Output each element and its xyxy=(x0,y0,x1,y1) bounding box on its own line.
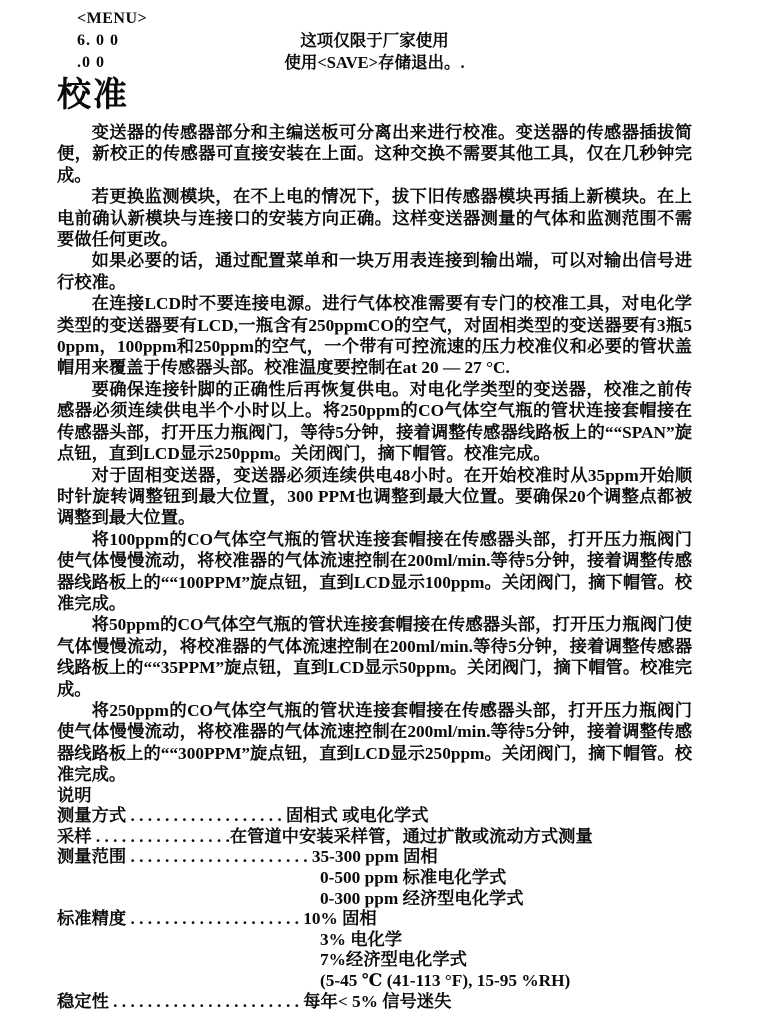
paragraph-3: 如果必要的话，通过配置菜单和一块万用表连接到输出端，可以对输出信号进行校准。 xyxy=(57,251,692,292)
paragraph-8: 将50ppm的CO气体空气瓶的管状连接套帽接在传感器头部，打开压力瓶阀门使气体慢慢流动，将校准器的气体流速控制在200ml/min.等待5分钟，接着调整传感器线路板上的““35PPM”旋点钮，直到LCD显示50ppm。关闭阀门，摘下帽管。校准完成。 xyxy=(57,615,692,699)
menu-value-1: 6. 0 0 xyxy=(77,32,119,49)
spec-line-range-economic: 0-300 ppm 经济型电化学式 xyxy=(320,888,524,908)
spec-line-temp-humidity: (5-45 ℃ (41-113 °F), 15-95 %RH) xyxy=(320,970,571,990)
spec-line-accuracy-electro: 3% 电化学 xyxy=(320,929,403,949)
save-exit-note: 使用<SAVE>存储退出。. xyxy=(284,53,465,72)
menu-row-2 xyxy=(57,52,692,74)
spec-line-sampling: 采样 . . . . . . . . . . . . . . . .在管道中安装采样管，通过扩散或流动方式测量 xyxy=(57,826,593,846)
paragraph-9: 将250ppm的CO气体空气瓶的管状连接套帽接在传感器头部，打开压力瓶阀门使气体慢慢流动，将校准器的气体流速控制在200ml/min.等待5分钟，接着调整传感器线路板上的““300PPM”旋点钮，直到LCD显示250ppm。关闭阀门，摘下帽管。校准完成。 xyxy=(57,700,692,785)
spec-heading: 说明 xyxy=(57,785,92,805)
paragraph-4: 在连接LCD时不要连接电源。进行气体校准需要有专门的校准工具，对电化学类型的变送器要有LCD,一瓶含有250ppmCO的空气，对固相类型的变送器要有3瓶50ppm，100ppm和250ppm的空气，一个带有可控流速的压力校准仪和必要的管状盖帽用来覆盖于传感器头部。校准温度要控制在at 20 — 27 °C. xyxy=(57,294,692,378)
paragraph-7: 将100ppm的CO气体空气瓶的管状连接套帽接在传感器头部，打开压力瓶阀门使气体慢慢流动，将校准器的气体流速控制在200ml/min.等待5分钟，接着调整传感器线路板上的““100PPM”旋点钮，直到LCD显示100ppm。关闭阀门，摘下帽管。校准完成。 xyxy=(57,529,692,613)
spec-line-measure-method: 测量方式 . . . . . . . . . . . . . . . . . . 固相式 或电化学式 xyxy=(57,806,429,826)
spec-line-measure-range: 测量范围 . . . . . . . . . . . . . . . . . . . . . 35-300 ppm 固相 xyxy=(57,847,438,867)
paragraph-2: 若更换监测模块，在不上电的情况下，拔下旧传感器模块再插上新模块。在上电前确认新模块与连接口的安装方向正确。这样变送器测量的气体和监测范围不需要做任何更改。 xyxy=(57,187,692,250)
menu-value-2: .0 0 xyxy=(77,54,105,71)
menu-row-1 xyxy=(57,30,692,52)
factory-only-note: 这项仅限于厂家使用 xyxy=(300,31,449,50)
paragraph-1: 变送器的传感器部分和主编送板可分离出来进行校准。变送器的传感器插拔简便，新校正的传感器可直接安装在上面。这种交换不需要其他工具，仅在几秒钟完成。 xyxy=(57,123,692,185)
spec-line-stability: 稳定性 . . . . . . . . . . . . . . . . . . . . . . 每年< 5% 信号迷失 xyxy=(57,991,452,1011)
page-title: 校准 xyxy=(57,77,129,114)
spec-line-accuracy: 标准精度 . . . . . . . . . . . . . . . . . . . . 10% 固相 xyxy=(57,909,377,929)
menu-tag: <MENU> xyxy=(77,10,148,27)
paragraph-6: 对于固相变送器，变送器必须连续供电48小时。在开始校准时从35ppm开始顺时针旋转调整钮到最大位置，300 PPM也调整到最大位置。要确保20个调整点都被调整到最大位置。 xyxy=(57,465,692,528)
paragraph-5: 要确保连接针脚的正确性后再恢复供电。对电化学类型的变送器，校准之前传感器必须连续供电半个小时以上。将250ppm的CO气体空气瓶的管状连接套帽接在传感器头部，打开压力瓶阀门，等待5分钟，接着调整传感器线路板上的““SPAN”旋点钮，直到LCD显示250ppm。关闭阀门，摘下帽管。校准完成。 xyxy=(57,379,692,464)
spec-line-range-standard: 0-500 ppm 标准电化学式 xyxy=(320,867,507,887)
spec-line-accuracy-economic: 7%经济型电化学式 xyxy=(320,950,467,970)
